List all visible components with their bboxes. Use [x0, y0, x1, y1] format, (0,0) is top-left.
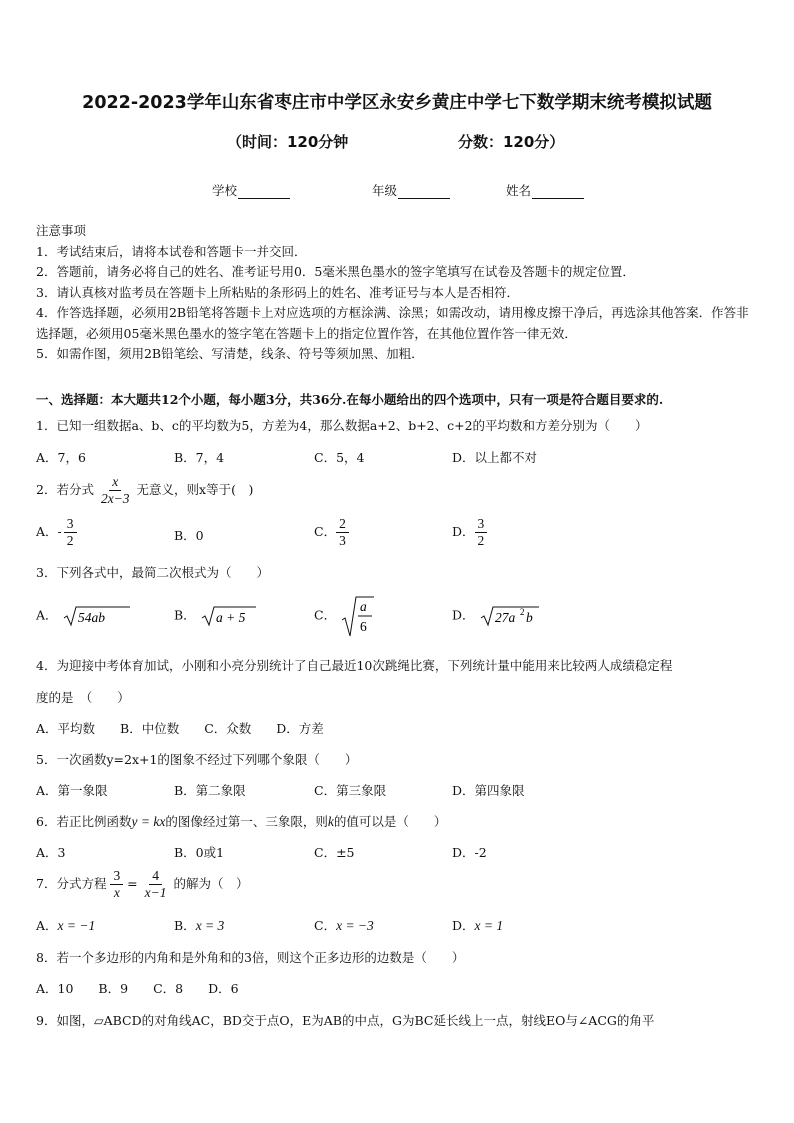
q5-option-d[interactable]: D．第四象限 — [452, 783, 525, 798]
svg-text:2: 2 — [519, 607, 525, 617]
grade-blank[interactable] — [398, 186, 450, 199]
school-field[interactable] — [212, 181, 290, 199]
q2-pre: 2．若分式 — [36, 482, 94, 497]
name-field[interactable] — [506, 181, 584, 199]
q2-option-c[interactable]: C． $\frac{2}{3}$ — [314, 516, 349, 549]
q2-option-a[interactable]: A．- $\frac{3}{2}$ — [36, 516, 77, 549]
q1-option-c[interactable]: C．5，4 — [314, 450, 365, 465]
q7-option-b[interactable]: B．x = 3 — [174, 918, 225, 933]
name-label: 姓名 — [506, 183, 532, 198]
q5-option-c[interactable]: C．第三象限 — [314, 783, 387, 798]
q4-options[interactable]: A．平均数 B．中位数 C．众数 D．方差 — [36, 721, 324, 736]
svg-text:a + 5: a + 5 — [215, 610, 246, 625]
name-blank[interactable] — [532, 186, 584, 199]
q1-option-b[interactable]: B．7，4 — [174, 450, 225, 465]
q6-option-d[interactable]: D．-2 — [452, 845, 487, 860]
q3-option-c[interactable]: C． a 6 — [314, 594, 376, 638]
note-item: 3．请认真核对监考员在答题卡上所粘贴的条形码上的姓名、准考证号与本人是否相符． — [36, 284, 519, 300]
question-7-stem: 7．分式方程 $\frac{3}{x}$ = $\frac{4}{x-1}$ 的解为（ ） — [36, 868, 249, 900]
sqrt-icon — [340, 594, 376, 638]
svg-text:6: 6 — [360, 619, 367, 634]
q2-post: 无意义，则x等于( ) — [136, 482, 254, 497]
svg-text:b: b — [525, 610, 533, 625]
school-blank[interactable] — [238, 186, 290, 199]
notes-block — [36, 221, 758, 365]
svg-text:27a: 27a — [494, 610, 515, 625]
note-item: 4．作答选择题，必须用2B铅笔将答题卡上对应选项的方框涂满、涂黑；如需改动，请用橡皮擦干净后，再选涂其他答案．作答非选择题，必须用05毫米黑色墨水的签字笔在答题卡上的指定位置作答，在其他位置作答一律无效． — [36, 305, 749, 341]
q2-fraction: $\frac{x}{2x-3}$ — [100, 474, 130, 506]
svg-text:a: a — [360, 599, 367, 614]
q5-option-b[interactable]: B．第二象限 — [174, 783, 246, 798]
question-3-stem: 3．下列各式中，最简二次根式为（ ） — [36, 565, 269, 580]
q8-options[interactable]: A．10 B．9 C．8 D．6 — [36, 981, 239, 996]
svg-text:54ab: 54ab — [77, 610, 105, 625]
exam-title: 2022-2023学年山东省枣庄市中学区永安乡黄庄中学七下数学期末统考模拟试题 — [82, 93, 712, 113]
q3-option-d[interactable]: D． 27a 2 b — [452, 604, 541, 628]
question-6-stem: 6．若正比例函数y = kx的图像经过第一、三象限，则k的值可以是（ ） — [36, 814, 447, 829]
note-item: 1．考试结束后，请将本试卷和答题卡一并交回． — [36, 243, 307, 259]
note-item: 2．答题前，请务必将自己的姓名、准考证号用0．5毫米黑色墨水的签字笔填写在试卷及答题卡的规定位置． — [36, 264, 635, 279]
q3-option-a[interactable]: A． 54ab — [36, 604, 132, 628]
sqrt-icon — [62, 604, 132, 628]
question-1-stem: 1．已知一组数据a、b、c的平均数为5，方差为4，那么数据a+2、b+2、c+2的平均数和方差分别为（ ） — [36, 418, 648, 433]
question-5-stem: 5．一次函数y=2x+1的图象不经过下列哪个象限（ ） — [36, 752, 358, 767]
grade-field[interactable] — [372, 181, 450, 199]
q2-option-b[interactable]: B．0 — [174, 528, 204, 543]
notes-heading: 注意事项 — [36, 223, 87, 238]
question-8-stem: 8．若一个多边形的内角和是外角和的3倍，则这个正多边形的边数是（ ） — [36, 950, 465, 965]
question-2-stem — [36, 474, 253, 507]
school-label: 学校 — [212, 183, 238, 198]
q1-option-d[interactable]: D．以上都不对 — [452, 450, 538, 465]
q7-option-a[interactable]: A．x = −1 — [36, 918, 96, 933]
question-4-stem: 4．为迎接中考体育加试，小刚和小亮分别统计了自己最近10次跳绳比赛，下列统计量中能用来比较两人成绩稳定程 — [36, 658, 673, 673]
sqrt-icon — [479, 604, 541, 628]
q1-option-a[interactable]: A．7，6 — [36, 450, 86, 465]
section-heading: 一、选择题：本大题共12个小题，每小题3分，共36分.在每小题给出的四个选项中，只有一项是符合题目要求的. — [36, 392, 664, 407]
note-item: 5．如需作图，须用2B铅笔绘、写清楚，线条、符号等须加黑、加粗． — [36, 346, 424, 361]
q2-option-d[interactable]: D． $\frac{3}{2}$ — [452, 516, 487, 549]
q6-option-b[interactable]: B．0或1 — [174, 845, 225, 860]
grade-label: 年级 — [372, 183, 398, 198]
q3-option-b[interactable]: B． a + 5 — [174, 604, 258, 628]
question-4-stem-cont: 度的是 （ ） — [36, 690, 130, 705]
q5-option-a[interactable]: A．第一象限 — [36, 783, 108, 798]
q6-option-c[interactable]: C．±5 — [314, 845, 355, 860]
q7-option-d[interactable]: D．x = 1 — [452, 918, 504, 933]
exam-score: 分数：120分） — [458, 133, 565, 151]
sqrt-icon — [200, 604, 258, 628]
question-9-stem: 9．如图，▱ABCD的对角线AC，BD交于点O，E为AB的中点，G为BC延长线上一点，射线EO与∠ACG的角平 — [36, 1013, 655, 1028]
q7-option-c[interactable]: C．x = −3 — [314, 918, 374, 933]
q6-option-a[interactable]: A．3 — [36, 845, 66, 860]
exam-time: （时间：120分钟 — [227, 133, 349, 151]
